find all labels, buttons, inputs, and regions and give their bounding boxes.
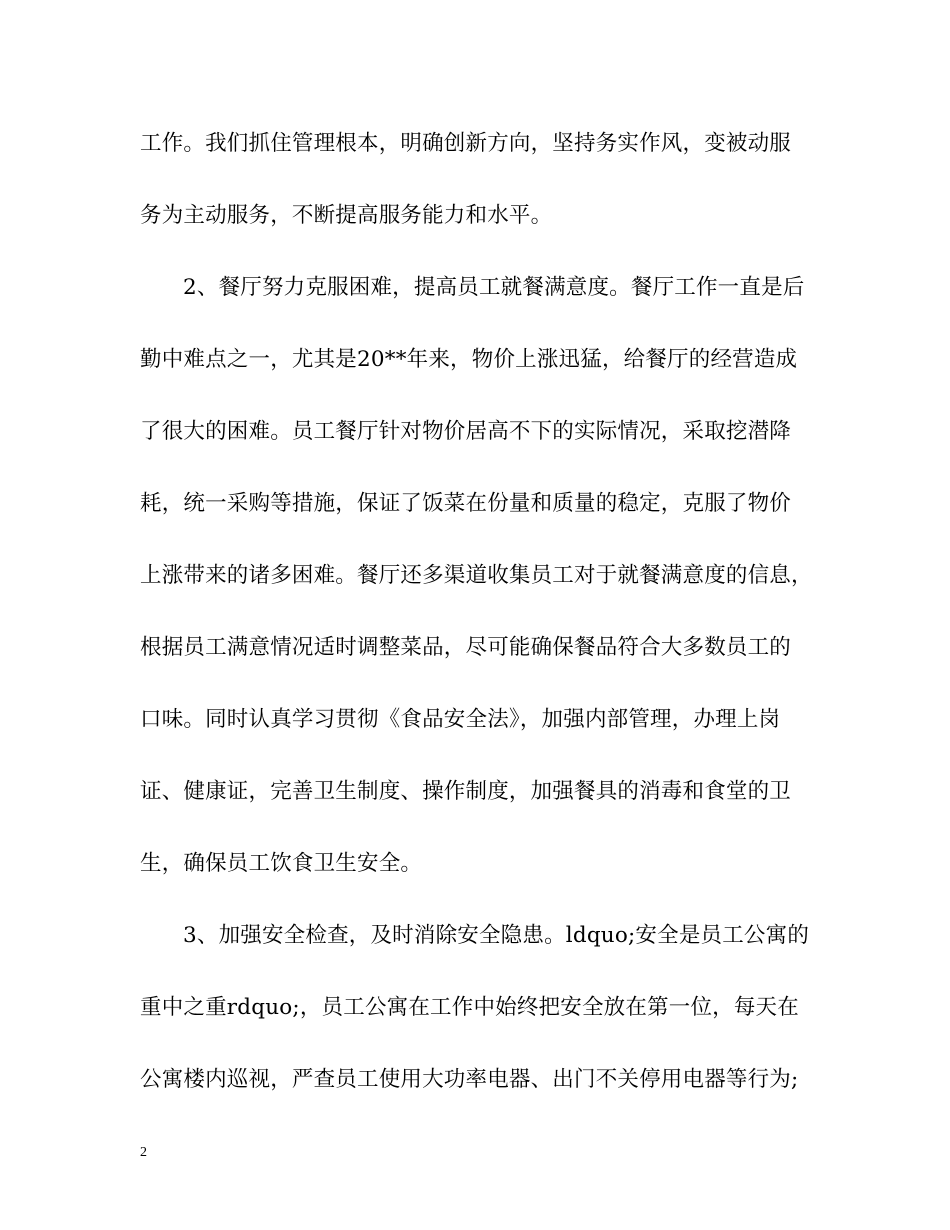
body-text-line: 重中之重rdquo;，员工公寓在工作中始终把安全放在第一位，每天在 (140, 995, 799, 1020)
paragraph-start-line: 3、加强安全检查，及时消除安全隐患。ldquo;安全是员工公寓的 (183, 923, 810, 948)
body-text-line: 生，确保员工饮食卫生安全。 (140, 851, 423, 876)
page-number: 2 (140, 1145, 147, 1160)
body-text-line: 耗，统一采购等措施，保证了饭菜在份量和质量的稳定，克服了物价 (140, 491, 792, 516)
body-text-line: 工作。我们抓住管理根本，明确创新方向，坚持务实作风，变被动服 (140, 131, 792, 156)
body-text-line: 上涨带来的诸多困难。餐厅还多渠道收集员工对于就餐满意度的信息， (140, 563, 813, 588)
body-text-line: 根据员工满意情况适时调整菜品，尽可能确保餐品符合大多数员工的 (140, 635, 792, 660)
body-text-line: 勤中难点之一，尤其是20**年来，物价上涨迅猛，给餐厅的经营造成 (140, 347, 798, 372)
body-text-line: 务为主动服务，不断提高服务能力和水平。 (140, 203, 553, 228)
body-text-line: 公寓楼内巡视，严查员工使用大功率电器、出门不关停用电器等行为; (140, 1067, 799, 1092)
body-text-line: 了很大的困难。员工餐厅针对物价居高不下的实际情况，采取挖潜降 (140, 419, 792, 444)
paragraph-start-line: 2、餐厅努力克服困难，提高员工就餐满意度。餐厅工作一直是后 (183, 275, 805, 300)
body-text-line: 证、健康证，完善卫生制度、操作制度，加强餐具的消毒和食堂的卫 (140, 779, 792, 804)
body-text-line: 口味。同时认真学习贯彻《食品安全法》，加强内部管理，办理上岗 (140, 707, 781, 732)
